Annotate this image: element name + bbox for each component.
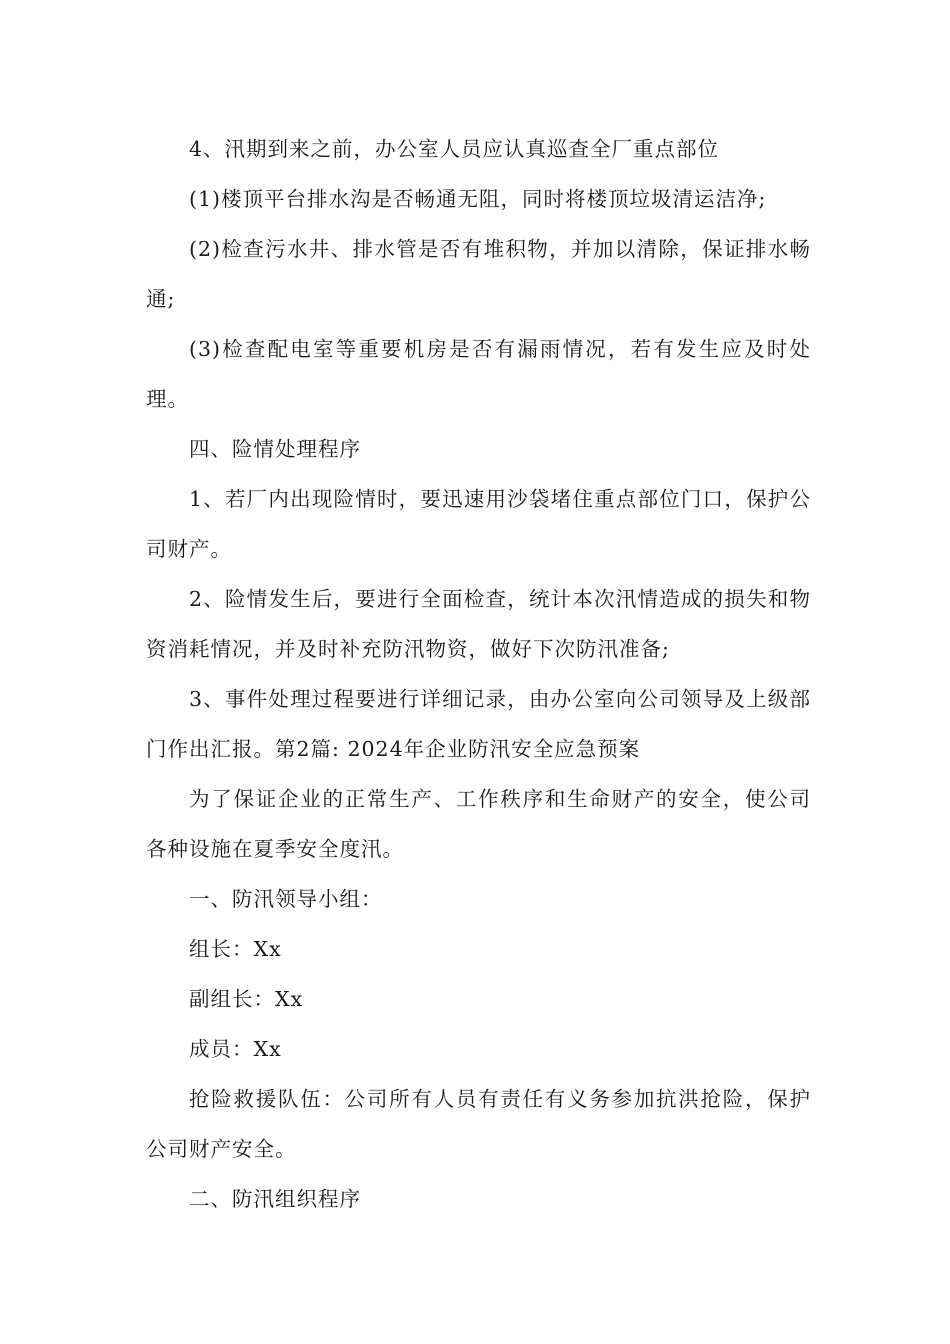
- paragraph-step-2-inspection: 2、险情发生后，要进行全面检查，统计本次汛情造成的损失和物资消耗情况，并及时补充防汛物资，做好下次防汛准备;: [146, 587, 811, 661]
- paragraph-step-3-report: 3、事件处理过程要进行详细记录，由办公室向公司领导及上级部门作出汇报。第2篇: 2024年企业防汛安全应急预案: [146, 687, 811, 761]
- paragraph-members: 成员：Xx: [189, 1037, 282, 1061]
- paragraph-purpose: 为了保证企业的正常生产、工作秩序和生命财产的安全，使公司各种设施在夏季安全度汛。: [146, 787, 811, 861]
- paragraph-item-2-sewer-check: (2)检查污水井、排水管是否有堆积物，并加以清除，保证排水畅通;: [146, 237, 811, 311]
- paragraph-item-1-roof-drain: (1)楼顶平台排水沟是否畅通无阻，同时将楼顶垃圾清运洁净;: [189, 187, 767, 211]
- paragraph-rescue-team: 抢险救援队伍：公司所有人员有责任有义务参加抗洪抢险，保护公司财产安全。: [146, 1087, 811, 1161]
- section-heading-leadership-group: 一、防汛领导小组：: [189, 887, 383, 911]
- paragraph-item-3-power-room: (3)检查配电室等重要机房是否有漏雨情况，若有发生应及时处理。: [146, 337, 811, 411]
- section-heading-organization-procedure: 二、防汛组织程序: [189, 1187, 361, 1211]
- document-page: [146, 124, 811, 1224]
- paragraph-pre-flood-inspection: 4、汛期到来之前，办公室人员应认真巡查全厂重点部位: [189, 137, 720, 161]
- section-heading-emergency-procedure: 四、险情处理程序: [189, 437, 361, 461]
- paragraph-step-1-sandbags: 1、若厂内出现险情时，要迅速用沙袋堵住重点部位门口，保护公司财产。: [146, 487, 811, 561]
- paragraph-deputy-leader: 副组长：Xx: [189, 987, 304, 1011]
- paragraph-group-leader: 组长：Xx: [189, 937, 282, 961]
